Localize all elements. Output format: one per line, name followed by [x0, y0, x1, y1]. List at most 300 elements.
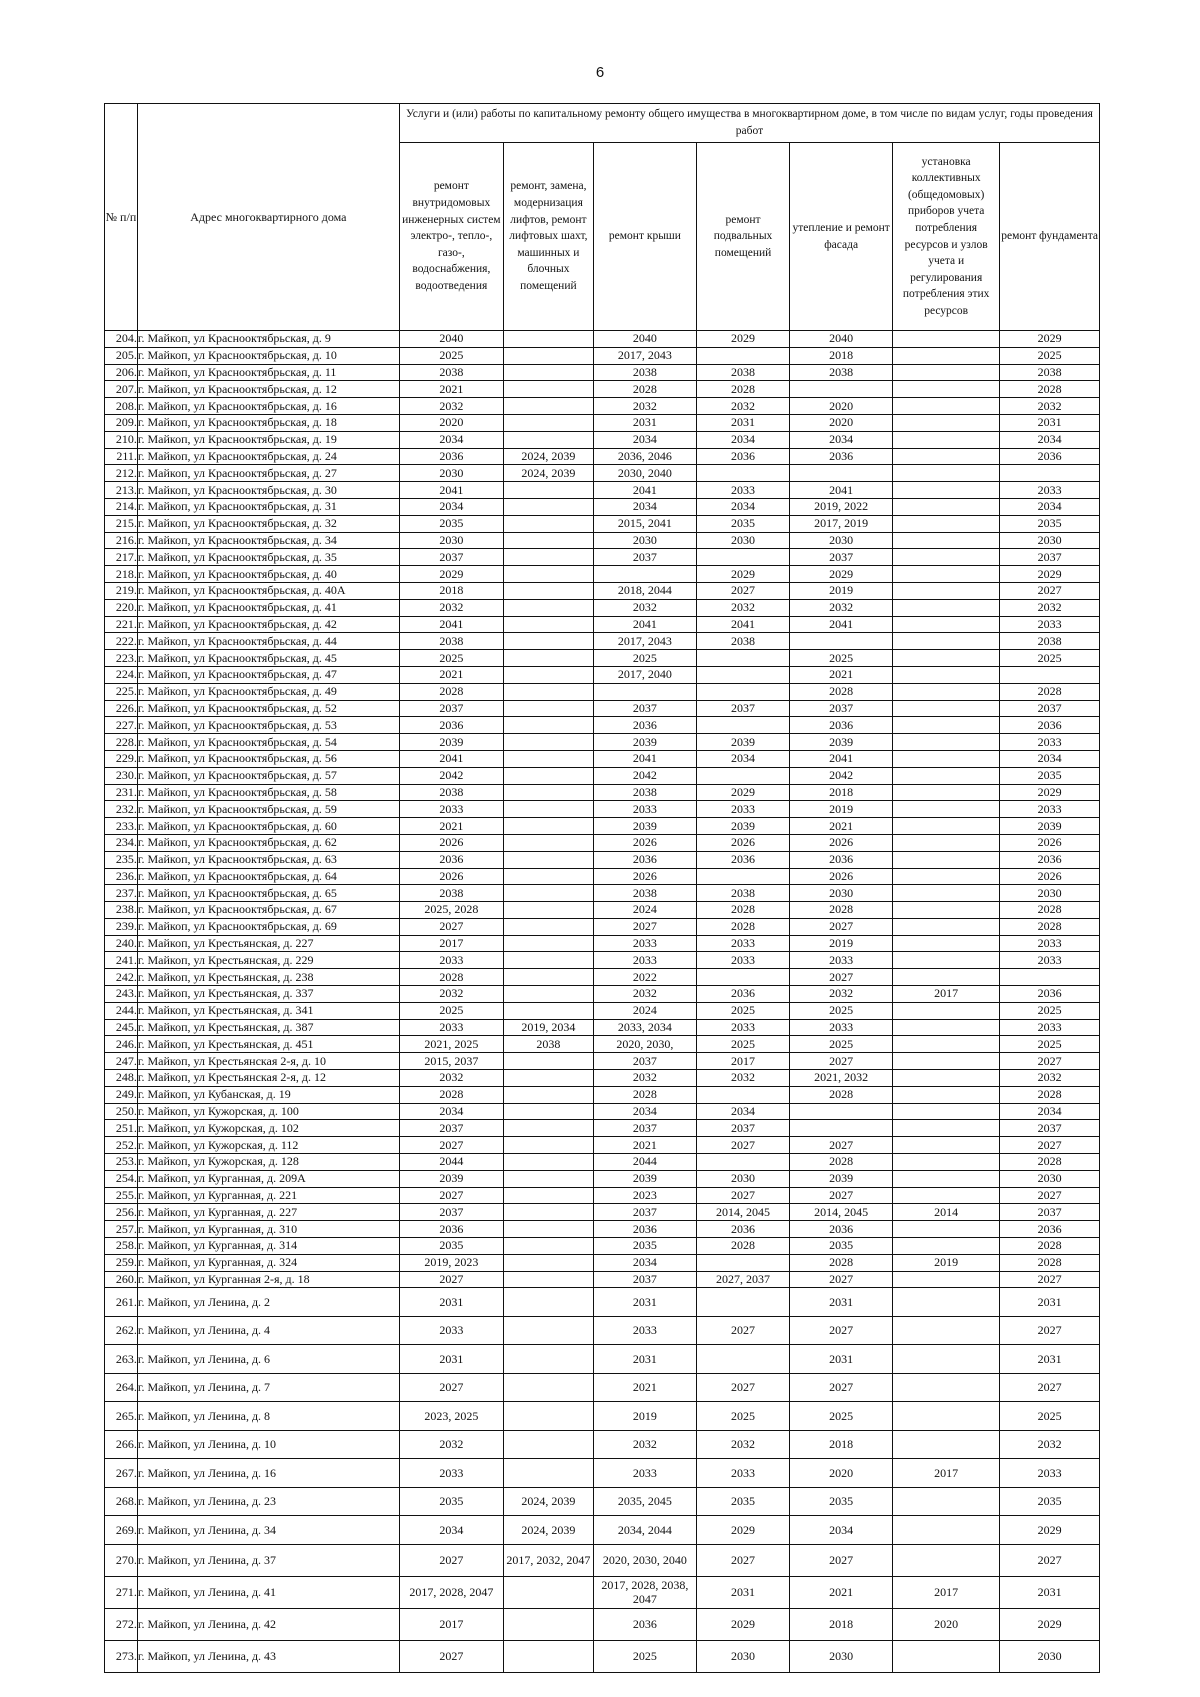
cell-roof: 2017, 2043 [593, 633, 696, 650]
cell-meters [893, 885, 1000, 902]
table-row [105, 1288, 1100, 1317]
row-address: г. Майкоп, ул Ленина, д. 10 [137, 1430, 399, 1459]
cell-meters [893, 1154, 1000, 1171]
cell-roof: 2041 [593, 482, 696, 499]
cell-basement: 2037 [696, 700, 789, 717]
cell-elevators [503, 1187, 593, 1204]
row-number: 225. [105, 683, 138, 700]
cell-foundation: 2027 [1000, 1373, 1100, 1402]
cell-facade [790, 1120, 893, 1137]
cell-elevators [503, 1103, 593, 1120]
cell-meters [893, 902, 1000, 919]
row-address: г. Майкоп, ул Краснооктябрьская, д. 53 [137, 717, 399, 734]
table-row [105, 666, 1100, 683]
cell-basement: 2038 [696, 885, 789, 902]
table-row [105, 1002, 1100, 1019]
cell-engineering-systems: 2034 [399, 431, 503, 448]
cell-elevators [503, 1459, 593, 1488]
table-row [105, 398, 1100, 415]
cell-facade [790, 633, 893, 650]
row-number: 211. [105, 448, 138, 465]
cell-engineering-systems: 2019, 2023 [399, 1254, 503, 1271]
cell-facade: 2028 [790, 902, 893, 919]
cell-facade: 2035 [790, 1238, 893, 1255]
cell-elevators [503, 1137, 593, 1154]
cell-facade: 2037 [790, 549, 893, 566]
cell-meters [893, 1487, 1000, 1516]
cell-facade: 2021 [790, 666, 893, 683]
cell-meters [893, 784, 1000, 801]
cell-basement: 2029 [696, 1608, 789, 1640]
row-address: г. Майкоп, ул Краснооктябрьская, д. 11 [137, 364, 399, 381]
cell-foundation: 2032 [1000, 1430, 1100, 1459]
cell-meters [893, 700, 1000, 717]
cell-elevators [503, 1154, 593, 1171]
cell-meters [893, 1070, 1000, 1087]
table-row [105, 347, 1100, 364]
cell-facade: 2036 [790, 851, 893, 868]
table-row [105, 767, 1100, 784]
cell-roof: 2021 [593, 1373, 696, 1402]
row-address: г. Майкоп, ул Краснооктябрьская, д. 27 [137, 465, 399, 482]
cell-engineering-systems: 2037 [399, 700, 503, 717]
cell-facade: 2019 [790, 582, 893, 599]
row-address: г. Майкоп, ул Кужорская, д. 102 [137, 1120, 399, 1137]
cell-roof: 2036 [593, 851, 696, 868]
row-address: г. Майкоп, ул Краснооктябрьская, д. 9 [137, 331, 399, 348]
table-row [105, 1019, 1100, 1036]
cell-basement [696, 1154, 789, 1171]
cell-basement: 2030 [696, 1640, 789, 1672]
header-foundation: ремонт фундамента [1000, 143, 1100, 331]
cell-engineering-systems: 2031 [399, 1345, 503, 1374]
cell-elevators [503, 650, 593, 667]
cell-foundation: 2029 [1000, 566, 1100, 583]
cell-facade: 2027 [790, 1373, 893, 1402]
cell-engineering-systems: 2027 [399, 1137, 503, 1154]
cell-engineering-systems: 2021, 2025 [399, 1036, 503, 1053]
cell-roof: 2039 [593, 1170, 696, 1187]
cell-engineering-systems: 2033 [399, 801, 503, 818]
row-number: 208. [105, 398, 138, 415]
cell-elevators [503, 1402, 593, 1431]
cell-basement: 2027 [696, 582, 789, 599]
cell-facade: 2018 [790, 1430, 893, 1459]
cell-elevators [503, 734, 593, 751]
cell-roof: 2033 [593, 1316, 696, 1345]
cell-facade: 2041 [790, 750, 893, 767]
row-address: г. Майкоп, ул Крестьянская, д. 451 [137, 1036, 399, 1053]
cell-elevators [503, 381, 593, 398]
cell-meters [893, 1053, 1000, 1070]
cell-meters [893, 398, 1000, 415]
cell-foundation: 2037 [1000, 700, 1100, 717]
header-num: № п/п [105, 104, 138, 331]
table-row [105, 1640, 1100, 1672]
cell-foundation: 2037 [1000, 1204, 1100, 1221]
cell-elevators [503, 1120, 593, 1137]
cell-meters [893, 1544, 1000, 1576]
table-row [105, 566, 1100, 583]
row-number: 230. [105, 767, 138, 784]
cell-elevators [503, 767, 593, 784]
cell-engineering-systems: 2040 [399, 331, 503, 348]
table-row [105, 431, 1100, 448]
row-address: г. Майкоп, ул Краснооктябрьская, д. 62 [137, 834, 399, 851]
table-row [105, 331, 1100, 348]
cell-engineering-systems: 2032 [399, 986, 503, 1003]
cell-roof: 2027 [593, 918, 696, 935]
cell-elevators [503, 1221, 593, 1238]
cell-meters [893, 750, 1000, 767]
cell-roof: 2025 [593, 650, 696, 667]
cell-basement: 2039 [696, 818, 789, 835]
row-number: 240. [105, 935, 138, 952]
cell-engineering-systems: 2032 [399, 1070, 503, 1087]
cell-roof: 2031 [593, 414, 696, 431]
cell-meters [893, 532, 1000, 549]
cell-foundation [1000, 969, 1100, 986]
cell-basement: 2031 [696, 1576, 789, 1608]
row-address: г. Майкоп, ул Краснооктябрьская, д. 34 [137, 532, 399, 549]
table-row [105, 1070, 1100, 1087]
table-row [105, 1170, 1100, 1187]
cell-meters [893, 633, 1000, 650]
cell-engineering-systems: 2038 [399, 364, 503, 381]
cell-engineering-systems: 2025 [399, 1002, 503, 1019]
cell-engineering-systems: 2036 [399, 448, 503, 465]
cell-foundation: 2031 [1000, 1576, 1100, 1608]
row-number: 241. [105, 952, 138, 969]
cell-basement: 2035 [696, 1487, 789, 1516]
cell-engineering-systems: 2025 [399, 347, 503, 364]
cell-meters [893, 767, 1000, 784]
row-number: 210. [105, 431, 138, 448]
cell-basement [696, 969, 789, 986]
cell-facade: 2019 [790, 935, 893, 952]
cell-elevators [503, 1053, 593, 1070]
cell-facade: 2019, 2022 [790, 498, 893, 515]
cell-roof: 2017, 2043 [593, 347, 696, 364]
cell-engineering-systems: 2015, 2037 [399, 1053, 503, 1070]
cell-basement: 2036 [696, 851, 789, 868]
cell-basement: 2029 [696, 1516, 789, 1545]
cell-facade: 2034 [790, 431, 893, 448]
cell-facade: 2027 [790, 918, 893, 935]
table-row [105, 834, 1100, 851]
cell-elevators [503, 935, 593, 952]
row-address: г. Майкоп, ул Крестьянская 2-я, д. 10 [137, 1053, 399, 1070]
cell-elevators [503, 1576, 593, 1608]
row-number: 212. [105, 465, 138, 482]
cell-basement [696, 1254, 789, 1271]
cell-roof: 2028 [593, 381, 696, 398]
cell-roof: 2020, 2030, 2040 [593, 1544, 696, 1576]
header-group: Услуги и (или) работы по капитальному ремонту общего имущества в многоквартирном доме, в том числе по видам услуг, годы проведения работ [399, 104, 1099, 143]
cell-roof: 2019 [593, 1402, 696, 1431]
table-row [105, 1120, 1100, 1137]
row-address: г. Майкоп, ул Кужорская, д. 128 [137, 1154, 399, 1171]
cell-facade [790, 381, 893, 398]
row-address: г. Майкоп, ул Краснооктябрьская, д. 65 [137, 885, 399, 902]
cell-facade: 2041 [790, 482, 893, 499]
row-number: 228. [105, 734, 138, 751]
cell-meters [893, 1316, 1000, 1345]
row-address: г. Майкоп, ул Ленина, д. 23 [137, 1487, 399, 1516]
cell-foundation: 2025 [1000, 1002, 1100, 1019]
table-row [105, 918, 1100, 935]
cell-facade: 2021 [790, 1576, 893, 1608]
cell-basement: 2027 [696, 1373, 789, 1402]
cell-basement: 2014, 2045 [696, 1204, 789, 1221]
cell-elevators [503, 1238, 593, 1255]
cell-roof: 2032 [593, 1430, 696, 1459]
cell-engineering-systems: 2035 [399, 1238, 503, 1255]
cell-roof: 2020, 2030, [593, 1036, 696, 1053]
cell-meters [893, 1002, 1000, 1019]
cell-engineering-systems: 2026 [399, 834, 503, 851]
cell-facade: 2018 [790, 347, 893, 364]
cell-elevators [503, 851, 593, 868]
row-number: 270. [105, 1544, 138, 1576]
cell-foundation: 2027 [1000, 1137, 1100, 1154]
row-number: 256. [105, 1204, 138, 1221]
row-address: г. Майкоп, ул Краснооктябрьская, д. 67 [137, 902, 399, 919]
cell-engineering-systems: 2036 [399, 717, 503, 734]
cell-basement: 2030 [696, 1170, 789, 1187]
cell-meters [893, 1137, 1000, 1154]
cell-facade: 2027 [790, 1271, 893, 1288]
cell-elevators [503, 482, 593, 499]
cell-foundation: 2033 [1000, 1019, 1100, 1036]
cell-foundation: 2029 [1000, 1516, 1100, 1545]
cell-basement: 2026 [696, 834, 789, 851]
header-facade: утепление и ремонт фасада [790, 143, 893, 331]
cell-meters [893, 868, 1000, 885]
cell-meters [893, 482, 1000, 499]
cell-roof: 2034 [593, 1103, 696, 1120]
cell-foundation: 2029 [1000, 784, 1100, 801]
cell-foundation: 2029 [1000, 1608, 1100, 1640]
cell-basement: 2041 [696, 616, 789, 633]
cell-elevators [503, 986, 593, 1003]
cell-basement: 2027 [696, 1544, 789, 1576]
cell-elevators [503, 1373, 593, 1402]
cell-basement: 2034 [696, 431, 789, 448]
cell-basement: 2030 [696, 532, 789, 549]
cell-roof: 2017, 2028, 2038, 2047 [593, 1576, 696, 1608]
row-address: г. Майкоп, ул Краснооктябрьская, д. 69 [137, 918, 399, 935]
cell-meters [893, 918, 1000, 935]
row-number: 265. [105, 1402, 138, 1431]
row-address: г. Майкоп, ул Краснооктябрьская, д. 45 [137, 650, 399, 667]
row-number: 245. [105, 1019, 138, 1036]
cell-basement [696, 1288, 789, 1317]
cell-basement: 2034 [696, 498, 789, 515]
header-address: Адрес многоквартирного дома [137, 104, 399, 331]
cell-facade: 2021, 2032 [790, 1070, 893, 1087]
cell-engineering-systems: 2027 [399, 1544, 503, 1576]
table-row [105, 1271, 1100, 1288]
cell-facade: 2020 [790, 398, 893, 415]
row-address: г. Майкоп, ул Кужорская, д. 100 [137, 1103, 399, 1120]
cell-meters [893, 969, 1000, 986]
cell-engineering-systems: 2027 [399, 1271, 503, 1288]
cell-facade: 2042 [790, 767, 893, 784]
cell-meters [893, 1373, 1000, 1402]
cell-basement: 2033 [696, 1459, 789, 1488]
table-row [105, 1254, 1100, 1271]
cell-engineering-systems: 2039 [399, 1170, 503, 1187]
row-number: 221. [105, 616, 138, 633]
cell-basement: 2028 [696, 1238, 789, 1255]
cell-meters [893, 1187, 1000, 1204]
cell-facade: 2041 [790, 616, 893, 633]
cell-elevators [503, 683, 593, 700]
cell-foundation: 2031 [1000, 1345, 1100, 1374]
table-row [105, 750, 1100, 767]
table-row [105, 650, 1100, 667]
cell-basement: 2033 [696, 801, 789, 818]
cell-meters [893, 364, 1000, 381]
cell-foundation: 2028 [1000, 1254, 1100, 1271]
cell-basement [696, 347, 789, 364]
table-row [105, 952, 1100, 969]
row-address: г. Майкоп, ул Крестьянская, д. 387 [137, 1019, 399, 1036]
row-address: г. Майкоп, ул Краснооктябрьская, д. 49 [137, 683, 399, 700]
row-address: г. Майкоп, ул Курганная, д. 209А [137, 1170, 399, 1187]
cell-foundation: 2038 [1000, 633, 1100, 650]
table-row [105, 1204, 1100, 1221]
cell-facade: 2027 [790, 1053, 893, 1070]
cell-basement [696, 683, 789, 700]
cell-basement: 2032 [696, 398, 789, 415]
cell-foundation: 2032 [1000, 1070, 1100, 1087]
table-row [105, 1221, 1100, 1238]
cell-roof: 2033, 2034 [593, 1019, 696, 1036]
row-address: г. Майкоп, ул Ленина, д. 16 [137, 1459, 399, 1488]
row-address: г. Майкоп, ул Краснооктябрьская, д. 19 [137, 431, 399, 448]
cell-meters [893, 801, 1000, 818]
table-row [105, 1154, 1100, 1171]
cell-elevators [503, 717, 593, 734]
cell-facade: 2020 [790, 1459, 893, 1488]
cell-foundation: 2031 [1000, 414, 1100, 431]
table-row [105, 1576, 1100, 1608]
cell-basement: 2036 [696, 448, 789, 465]
cell-elevators [503, 347, 593, 364]
cell-roof: 2038 [593, 364, 696, 381]
cell-elevators [503, 398, 593, 415]
cell-elevators [503, 902, 593, 919]
cell-foundation: 2035 [1000, 1487, 1100, 1516]
cell-facade: 2038 [790, 364, 893, 381]
cell-roof: 2028 [593, 1086, 696, 1103]
cell-engineering-systems: 2033 [399, 952, 503, 969]
capital-repair-table [104, 103, 1100, 1673]
cell-foundation: 2027 [1000, 1053, 1100, 1070]
cell-elevators [503, 1170, 593, 1187]
cell-engineering-systems: 2023, 2025 [399, 1402, 503, 1431]
row-number: 217. [105, 549, 138, 566]
cell-basement: 2029 [696, 566, 789, 583]
row-number: 255. [105, 1187, 138, 1204]
cell-elevators [503, 918, 593, 935]
cell-engineering-systems: 2035 [399, 515, 503, 532]
cell-meters [893, 599, 1000, 616]
cell-elevators [503, 549, 593, 566]
cell-elevators: 2019, 2034 [503, 1019, 593, 1036]
row-number: 252. [105, 1137, 138, 1154]
cell-elevators [503, 1002, 593, 1019]
cell-meters [893, 666, 1000, 683]
row-address: г. Майкоп, ул Ленина, д. 4 [137, 1316, 399, 1345]
page-number: 6 [595, 64, 605, 81]
cell-meters: 2017 [893, 1576, 1000, 1608]
cell-elevators [503, 515, 593, 532]
cell-foundation: 2035 [1000, 515, 1100, 532]
row-number: 224. [105, 666, 138, 683]
cell-basement: 2031 [696, 414, 789, 431]
row-number: 250. [105, 1103, 138, 1120]
cell-foundation [1000, 465, 1100, 482]
row-address: г. Майкоп, ул Краснооктябрьская, д. 44 [137, 633, 399, 650]
header-meters: установка коллективных (общедомовых) приборов учета потребления ресурсов и узлов учета и регулирования потребления этих ресурсов [893, 143, 1000, 331]
cell-facade: 2027 [790, 1187, 893, 1204]
row-number: 216. [105, 532, 138, 549]
cell-engineering-systems: 2041 [399, 750, 503, 767]
row-number: 205. [105, 347, 138, 364]
table-body [105, 331, 1100, 1673]
row-address: г. Майкоп, ул Ленина, д. 8 [137, 1402, 399, 1431]
cell-elevators [503, 700, 593, 717]
cell-basement [696, 868, 789, 885]
cell-facade: 2025 [790, 1402, 893, 1431]
cell-roof: 2037 [593, 1053, 696, 1070]
cell-basement: 2032 [696, 1430, 789, 1459]
cell-meters [893, 1120, 1000, 1137]
cell-foundation: 2030 [1000, 885, 1100, 902]
cell-elevators [503, 1316, 593, 1345]
cell-facade: 2039 [790, 1170, 893, 1187]
row-number: 254. [105, 1170, 138, 1187]
cell-elevators: 2038 [503, 1036, 593, 1053]
row-address: г. Майкоп, ул Крестьянская, д. 238 [137, 969, 399, 986]
cell-basement: 2025 [696, 1402, 789, 1431]
table-row [105, 868, 1100, 885]
row-address: г. Майкоп, ул Курганная, д. 221 [137, 1187, 399, 1204]
cell-roof: 2039 [593, 818, 696, 835]
cell-roof: 2031 [593, 1288, 696, 1317]
cell-meters [893, 1402, 1000, 1431]
cell-meters [893, 1019, 1000, 1036]
row-address: г. Майкоп, ул Краснооктябрьская, д. 18 [137, 414, 399, 431]
row-number: 238. [105, 902, 138, 919]
cell-facade: 2036 [790, 448, 893, 465]
cell-elevators: 2024, 2039 [503, 448, 593, 465]
cell-meters [893, 582, 1000, 599]
cell-roof: 2015, 2041 [593, 515, 696, 532]
cell-roof: 2039 [593, 734, 696, 751]
table-row [105, 818, 1100, 835]
cell-engineering-systems: 2037 [399, 549, 503, 566]
cell-basement: 2032 [696, 1070, 789, 1087]
cell-roof: 2018, 2044 [593, 582, 696, 599]
cell-roof: 2037 [593, 700, 696, 717]
cell-elevators [503, 885, 593, 902]
cell-foundation: 2038 [1000, 364, 1100, 381]
cell-facade: 2020 [790, 414, 893, 431]
